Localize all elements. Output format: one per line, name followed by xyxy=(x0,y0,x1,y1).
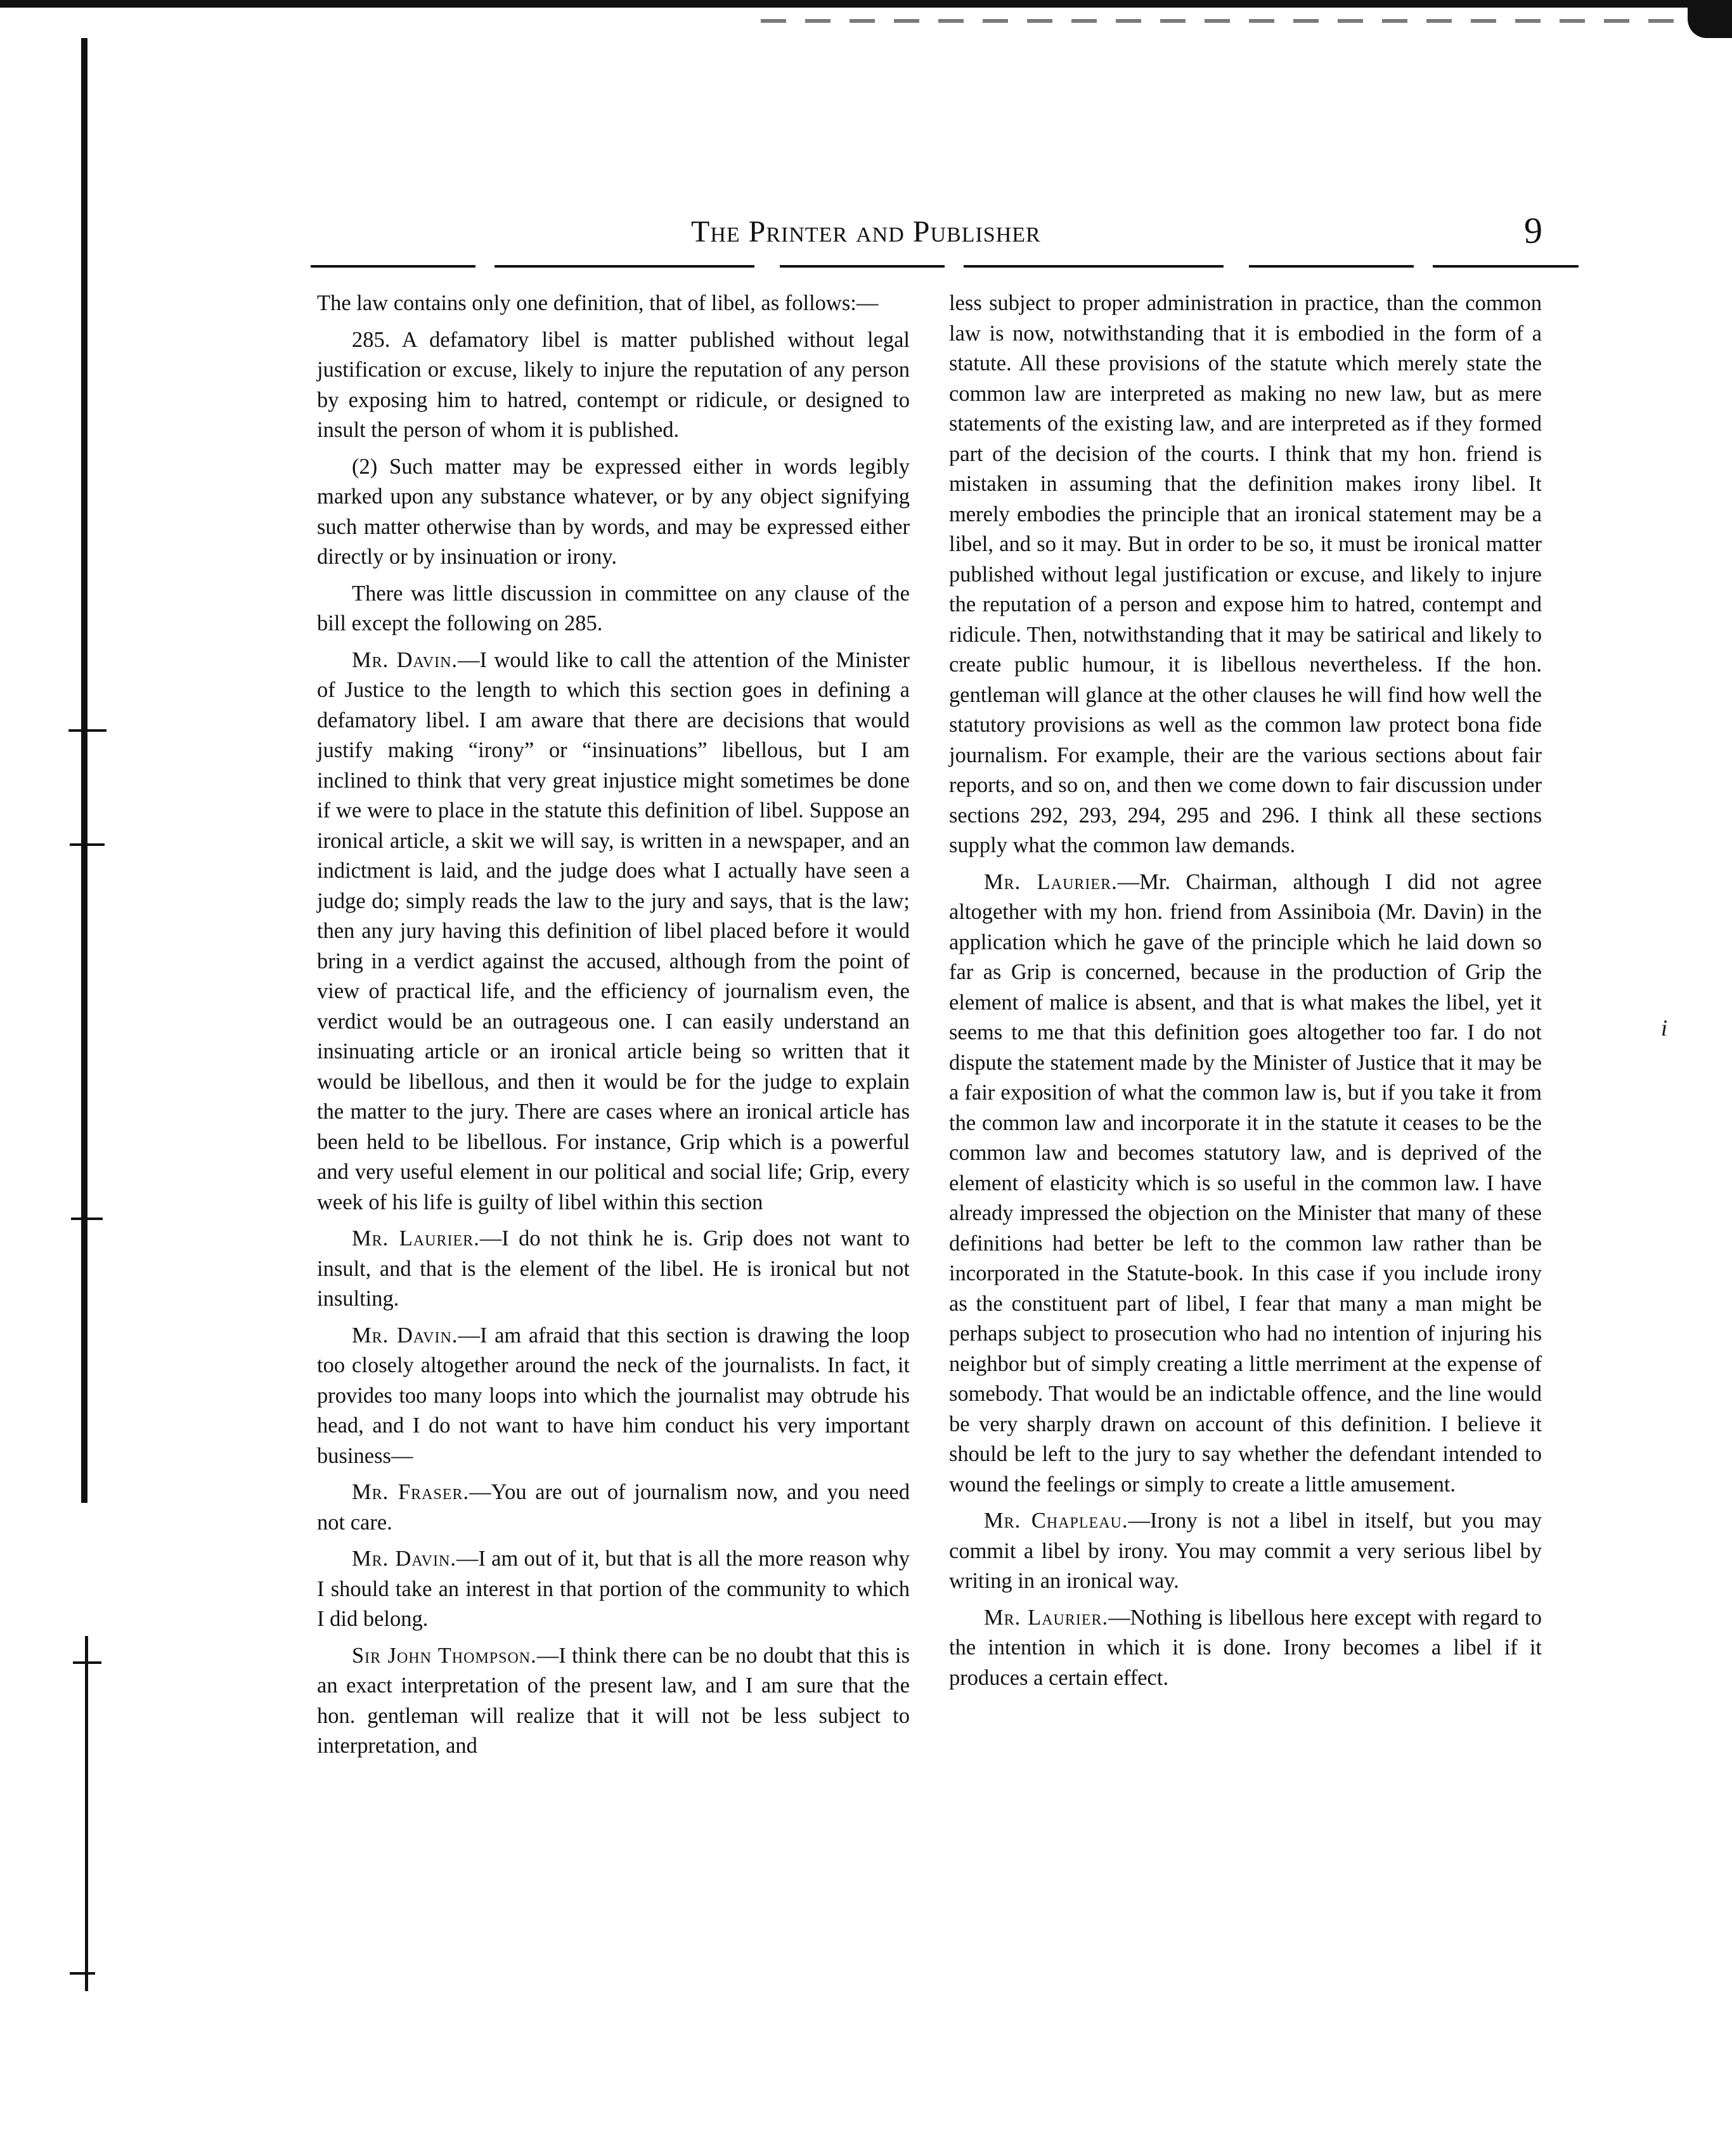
corner-mark xyxy=(1688,0,1732,38)
speaker-name: Mr. Chapleau. xyxy=(984,1509,1128,1533)
page-number: 9 xyxy=(1524,210,1542,251)
margin-mark xyxy=(70,1972,95,1975)
paragraph: There was little discussion in committee on any clause of the bill except the following on 285. xyxy=(317,581,910,635)
speaker-name: Mr. Laurier. xyxy=(352,1226,480,1250)
speech: Mr. Laurier.—Nothing is libellous here except with regard to the intention in which it is done. Irony becomes a libel if it produces a certain effect. xyxy=(949,1605,1542,1690)
speech: Sir John Thompson.—I think there can be no doubt that this is an exact interpretation of the present law, and I am sure that the hon. gentleman will realize that it will not be less subject to interpretation, and xyxy=(317,1643,910,1758)
right-column xyxy=(949,289,1542,1699)
margin-mark xyxy=(71,1218,103,1220)
speaker-name: Mr. Laurier. xyxy=(984,1605,1109,1630)
paragraph: (2) Such matter may be expressed either in words legibly marked upon any substance whatever, or by any object signifying such matter otherwise than by words, and may be expressed either directly or by insinuation or irony. xyxy=(317,454,910,569)
speaker-name: Sir John Thompson. xyxy=(352,1643,537,1668)
speech: Mr. Davin.—I am out of it, but that is all the more reason why I should take an interest in that portion of the community to which I did belong. xyxy=(317,1547,910,1631)
paragraph: 285. A defamatory libel is matter published without legal justification or excuse, likely to injure the reputation of any person by exposing him to hatred, contempt or ridicule, or designed to insult the person of whom it is published. xyxy=(317,327,910,442)
paragraph: The law contains only one definition, that of libel, as follows:— xyxy=(317,291,879,315)
running-header: The Printer and Publisher xyxy=(691,215,1041,249)
paragraph: less subject to proper administration in practice, than the common law is now, notwithstanding that it is embodied in the form of a statute. All these provisions of the statute which merely state the common law are interpreted as making no new law, but as mere statements of the existing law, and are interpreted as if they formed part of the decision of the courts. I think that my hon. friend is mistaken in assuming that the definition makes irony libel. It merely embodies the principle that an ironical statement may be a libel, and so it may. But in order to be so, it must be ironical matter published without legal justification or excuse, and likely to injure the reputation of a person and expose him to hatred, contempt and ridicule. Then, notwithstanding that it may be satirical and likely to create public humour, it is libellous nevertheless. If the hon. gentleman will glance at the other clauses he will find how well the statutory provisions as well as the common law protect bona fide journalism. For example, their are the various sections about fair reports, and so on, and then we come down to fair discussion under sections 292, 293, 294, 295 and 296. I think all these sections supply what the common law demands. xyxy=(949,291,1542,857)
margin-mark xyxy=(68,729,107,732)
speech: Mr. Chapleau.—Irony is not a libel in itself, but you may commit a libel by irony. You may commit a very serious libel by writing in an ironical way. xyxy=(949,1509,1542,1593)
speaker-name: Mr. Davin. xyxy=(352,647,458,672)
speech: Mr. Fraser.—You are out of journalism now, and you need not care. xyxy=(317,1480,910,1535)
margin-binding-line-lower xyxy=(85,1636,88,1991)
top-dash-line xyxy=(761,19,1712,23)
header-rule xyxy=(311,265,1579,268)
speaker-name: Mr. Davin. xyxy=(352,1547,456,1571)
margin-mark xyxy=(70,843,105,846)
speech: Mr. Laurier.—Mr. Chairman, although I did not agree altogether with my hon. friend from Assiniboia (Mr. Davin) in the application which he gave of the principle which he laid down so far as Grip is concerned, because in the production of Grip the element of malice is absent, and that is what makes the libel, yet it seems to me that this definition goes altogether too far. I do not dispute the statement made by the Minister of Justice that it may be a fair exposition of what the common law is, but if you take it from the common law and incorporate it in the statute it ceases to be the common law and becomes statutory law, and is deprived of the element of elasticity which is so useful in the common law. I have already impressed the objection on the Minister that many of these definitions had better be left to the common law rather than be incorporated in the Statute-book. In this case if you include irony as the constituent part of libel, I fear that many a man might be perhaps subject to prosecution who had no intention of injuring his neighbor but of simply creating a little merriment at the expense of somebody. That would be an indictable offence, and the line would be very sharply drawn on account of this definition. I believe it should be left to the jury to say whether the defendant intended to wound the feelings or simply to create a little amusement. xyxy=(949,869,1542,1497)
stray-mark: i xyxy=(1661,1015,1668,1041)
speech: Mr. Laurier.—I do not think he is. Grip does not want to insult, and that is the element of the libel. He is ironical but not insulting. xyxy=(317,1226,910,1311)
margin-mark xyxy=(73,1661,101,1664)
left-column xyxy=(317,289,910,1768)
speech: Mr. Davin.—I am afraid that this section is drawing the loop too closely altogether around the neck of the journalists. In fact, it provides too many loops into which the journalist may obtrude his head, and I do not want to have him conduct his very important business— xyxy=(317,1323,910,1468)
speaker-name: Mr. Fraser. xyxy=(352,1480,470,1504)
margin-binding-line xyxy=(81,38,87,1503)
top-border-rule xyxy=(0,0,1732,8)
speech: Mr. Davin.—I would like to call the attention of the Minister of Justice to the length to which this section goes in defining a defamatory libel. I am aware that there are decisions that would justify making “irony” or “insinuations” libellous, but I am inclined to think that very great injustice might sometimes be done if we were to place in the statute this definition of libel. Suppose an ironical article, a skit we will say, is written in a newspaper, and an indictment is laid, and the judge does what I actually have seen a judge do; simply reads the law to the jury and says, that is the law; then any jury having this definition of libel placed before it would bring in a verdict against the accused, although from the point of view of practical life, and the efficiency of journalism even, the verdict would be an outrageous one. I can easily understand an insinuating article or an ironical article being so written that it would be libellous, and then it would be for the judge to explain the matter to the jury. There are cases where an ironical article has been held to be libellous. For instance, Grip which is a powerful and very useful element in our political and social life; Grip, every week of his life is guilty of libel within this section xyxy=(317,647,910,1214)
speaker-name: Mr. Laurier. xyxy=(984,869,1118,894)
speaker-name: Mr. Davin. xyxy=(352,1323,458,1348)
